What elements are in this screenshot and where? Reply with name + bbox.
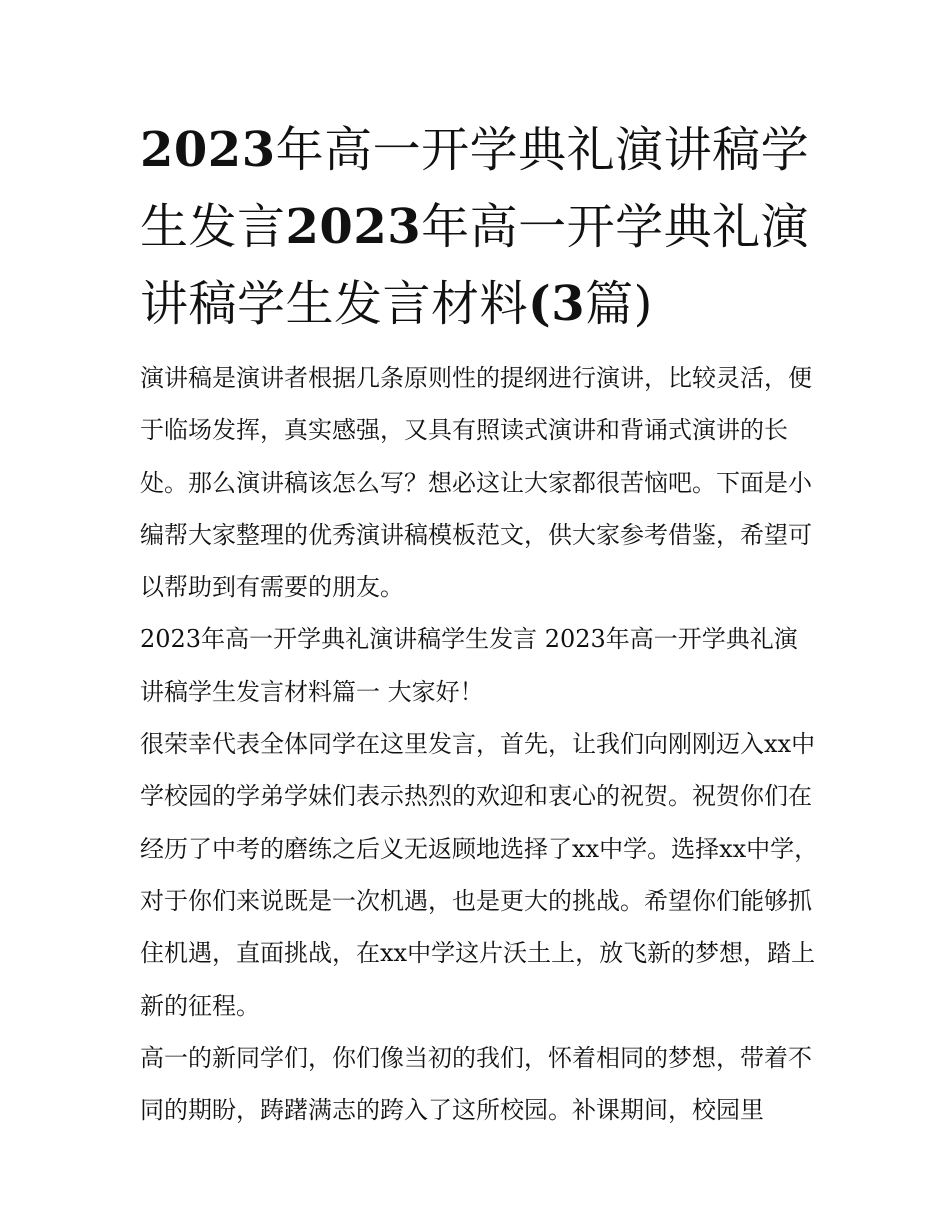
- paragraph: 很荣幸代表全体同学在这里发言，首先，让我们向刚刚迈入xx中学校园的学弟学妹们表示热烈的欢迎和衷心的祝贺。祝贺你们在经历了中考的磨练之后义无返顾地选择了xx中学。选择xx中学，对于你们来说既是一次机遇，也是更大的挑战。希望你们能够抓住机遇，直面挑战，在xx中学这片沃土上，放飞新的梦想，踏上新的征程。: [140, 730, 819, 1020]
- title-count: (3: [528, 276, 586, 332]
- title-year: 2023: [285, 199, 422, 255]
- document-title: [140, 112, 820, 343]
- title-text: 篇): [585, 276, 653, 332]
- title-text: 年高一开学典礼演讲稿学生发言: [140, 122, 810, 255]
- title-year: 2023: [140, 122, 276, 178]
- paragraph-intro: 演讲稿是演讲者根据几条原则性的提纲进行演讲，比较灵活，便于临场发挥，真实感强，又具有照读式演讲和背诵式演讲的长处。那么演讲稿该怎么写？想必这让大家都很苦恼吧。下面是小编帮大家整理的优秀演讲稿模板范文，供大家参考借鉴，希望可以帮助到有需要的朋友。: [140, 364, 812, 602]
- paragraph-heading: 2023年高一开学典礼演讲稿学生发言 2023年高一开学典礼演讲稿学生发言材料篇一 大家好！: [140, 625, 798, 706]
- title-text: 年高一开学典礼演讲稿学生发言材料: [140, 199, 810, 332]
- document-body: [140, 352, 820, 1136]
- paragraph: 高一的新同学们，你们像当初的我们，怀着相同的梦想，带着不同的期盼，踌躇满志的跨入了这所校园。补课期间，校园里: [140, 1043, 812, 1125]
